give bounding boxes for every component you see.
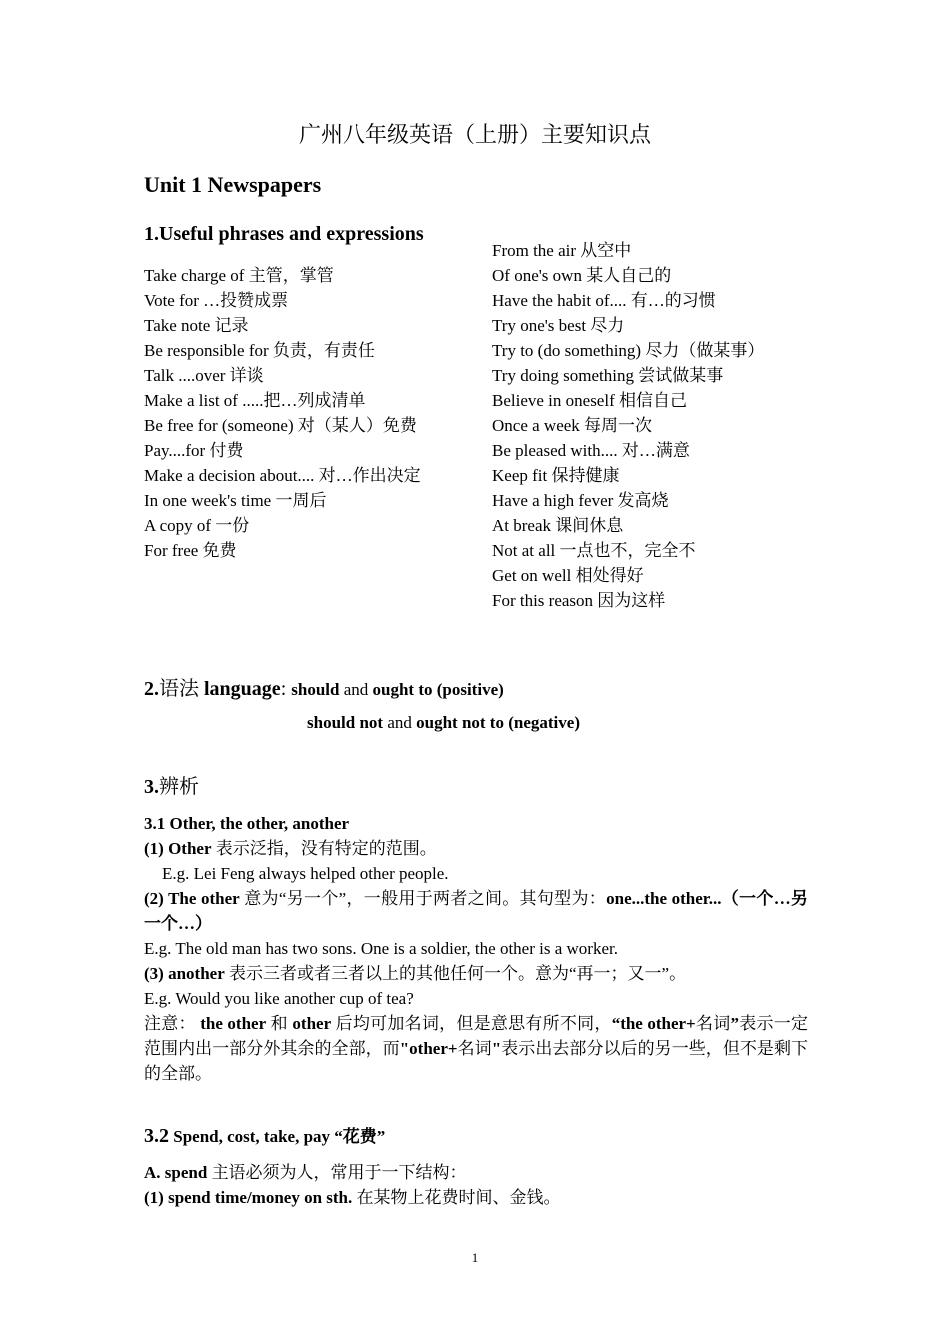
section1-heading: 1.Useful phrases and expressions [144, 223, 424, 245]
note-text: 名词 [695, 1014, 731, 1033]
phrase-item: Vote for …投赞成票 [144, 291, 289, 310]
phrase-item: Of one's own 某人自己的 [492, 266, 672, 285]
phrase-item: Believe in oneself 相信自己 [492, 391, 687, 410]
phrase-item: Try doing something 尝试做某事 [492, 366, 724, 385]
example-sentence: E.g. The old man has two sons. One is a soldier, the other is a worker. [144, 939, 618, 958]
phrase-item: Take charge of 主管，掌管 [144, 266, 334, 285]
phrase-list-left [144, 263, 460, 563]
phrase-item: Have a high fever 发高烧 [492, 491, 669, 510]
section3-1-heading: 3.1 Other, the other, another [144, 814, 350, 833]
note-text: 和 [266, 1014, 293, 1033]
document-title: 广州八年级英语（上册）主要知识点 [298, 122, 651, 147]
section3-heading [144, 770, 199, 799]
note-text: 后均可加名词，但是意思有所不同， [331, 1014, 612, 1033]
phrase-item: Try one's best 尽力 [492, 316, 625, 335]
section2-heading [144, 672, 504, 701]
section2-colon: : [280, 678, 292, 700]
section2-en: language [199, 678, 281, 700]
phrase-item: Have the habit of.... 有…的习惯 [492, 291, 716, 310]
grammar-and: and [339, 680, 373, 699]
point-label: (1) spend time/money on sth. [144, 1188, 353, 1207]
phrase-item: Get on well 相处得好 [492, 566, 644, 585]
page-number: 1 [471, 1250, 479, 1265]
phrase-list-right [492, 238, 822, 613]
note-term: " [491, 1039, 502, 1058]
phrase-item: Be pleased with.... 对…满意 [492, 441, 690, 460]
note-term: the other [200, 1014, 267, 1033]
phrase-item: Once a week 每周一次 [492, 416, 653, 435]
example-sentence: E.g. Lei Feng always helped other people. [162, 864, 449, 883]
section2-negative-line [307, 713, 580, 733]
section3-number: 3. [144, 776, 159, 798]
point-label: A. spend [144, 1163, 208, 1182]
grammar-ought-to: ought to (positive) [372, 680, 504, 699]
phrase-item: Be free for (someone) 对（某人）免费 [144, 416, 417, 435]
point-label: (2) The other [144, 889, 240, 908]
section3-2-title: Spend, cost, take, pay “花费” [169, 1127, 386, 1146]
unit-heading: Unit 1 Newspapers [144, 172, 322, 197]
phrase-item: A copy of 一份 [144, 516, 250, 535]
phrase-item: Not at all 一点也不，完全不 [492, 541, 696, 560]
phrase-item: For this reason 因为这样 [492, 591, 666, 610]
phrase-item: Talk ....over 详谈 [144, 366, 264, 385]
note-prefix: 注意： [144, 1014, 201, 1033]
note-term: other [292, 1014, 332, 1033]
phrase-item: Make a decision about.... 对…作出决定 [144, 466, 421, 485]
sentence-pattern: one...the other... [606, 889, 722, 908]
note-paragraph [144, 1011, 808, 1086]
point-text: 在某物上花费时间、金钱。 [352, 1188, 561, 1207]
sentence-pattern-cn: （一个…另一个…） [144, 889, 809, 933]
note-term: ” [730, 1014, 740, 1033]
grammar-ought-not-to: ought not to (negative) [416, 713, 580, 732]
note-text: 表示一定范围内出一部分外其余的全部，而 [144, 1014, 809, 1058]
point-text: 意为“另一个”，一般用于两者之间。其句型为： [239, 889, 607, 908]
phrase-item: Try to (do something) 尽力（做某事） [492, 341, 765, 360]
phrase-item: Be responsible for 负责，有责任 [144, 341, 375, 360]
grammar-should-not: should not [307, 713, 384, 732]
note-text: 名词 [457, 1039, 492, 1058]
grammar-and: and [383, 713, 417, 732]
grammar-should: should [291, 680, 340, 699]
phrase-item: Keep fit 保持健康 [492, 466, 620, 485]
example-sentence: E.g. Would you like another cup of tea? [144, 989, 414, 1008]
note-term: “the other+ [611, 1014, 696, 1033]
phrase-item: Pay....for 付费 [144, 441, 244, 460]
section3-2-block [144, 1160, 808, 1210]
phrase-item: At break 课间休息 [492, 516, 624, 535]
section3-1-block [144, 811, 808, 1086]
point-label: (1) Other [144, 839, 212, 858]
phrase-item: For free 免费 [144, 541, 237, 560]
phrase-item: From the air 从空中 [492, 241, 632, 260]
section3-2-number: 3.2 [144, 1125, 169, 1147]
note-term: "other+ [399, 1039, 458, 1058]
phrase-item: Make a list of .....把…列成清单 [144, 391, 366, 410]
point-label: (3) another [144, 964, 225, 983]
section3-2-heading [144, 1122, 385, 1148]
section3-cn: 辨析 [159, 776, 199, 798]
section2-cn: 语法 [159, 678, 199, 700]
point-text: 表示泛指，没有特定的范围。 [211, 839, 437, 858]
phrase-item: In one week's time 一周后 [144, 491, 327, 510]
point-text: 主语必须为人，常用于一下结构： [207, 1163, 467, 1182]
point-text: 表示三者或者三者以上的其他任何一个。意为“再一；又一”。 [224, 964, 687, 983]
note-text: 表示出去部分以后的另一些，但不是剩下的全部。 [144, 1039, 809, 1083]
section2-number: 2. [144, 678, 159, 700]
phrase-item: Take note 记录 [144, 316, 249, 335]
